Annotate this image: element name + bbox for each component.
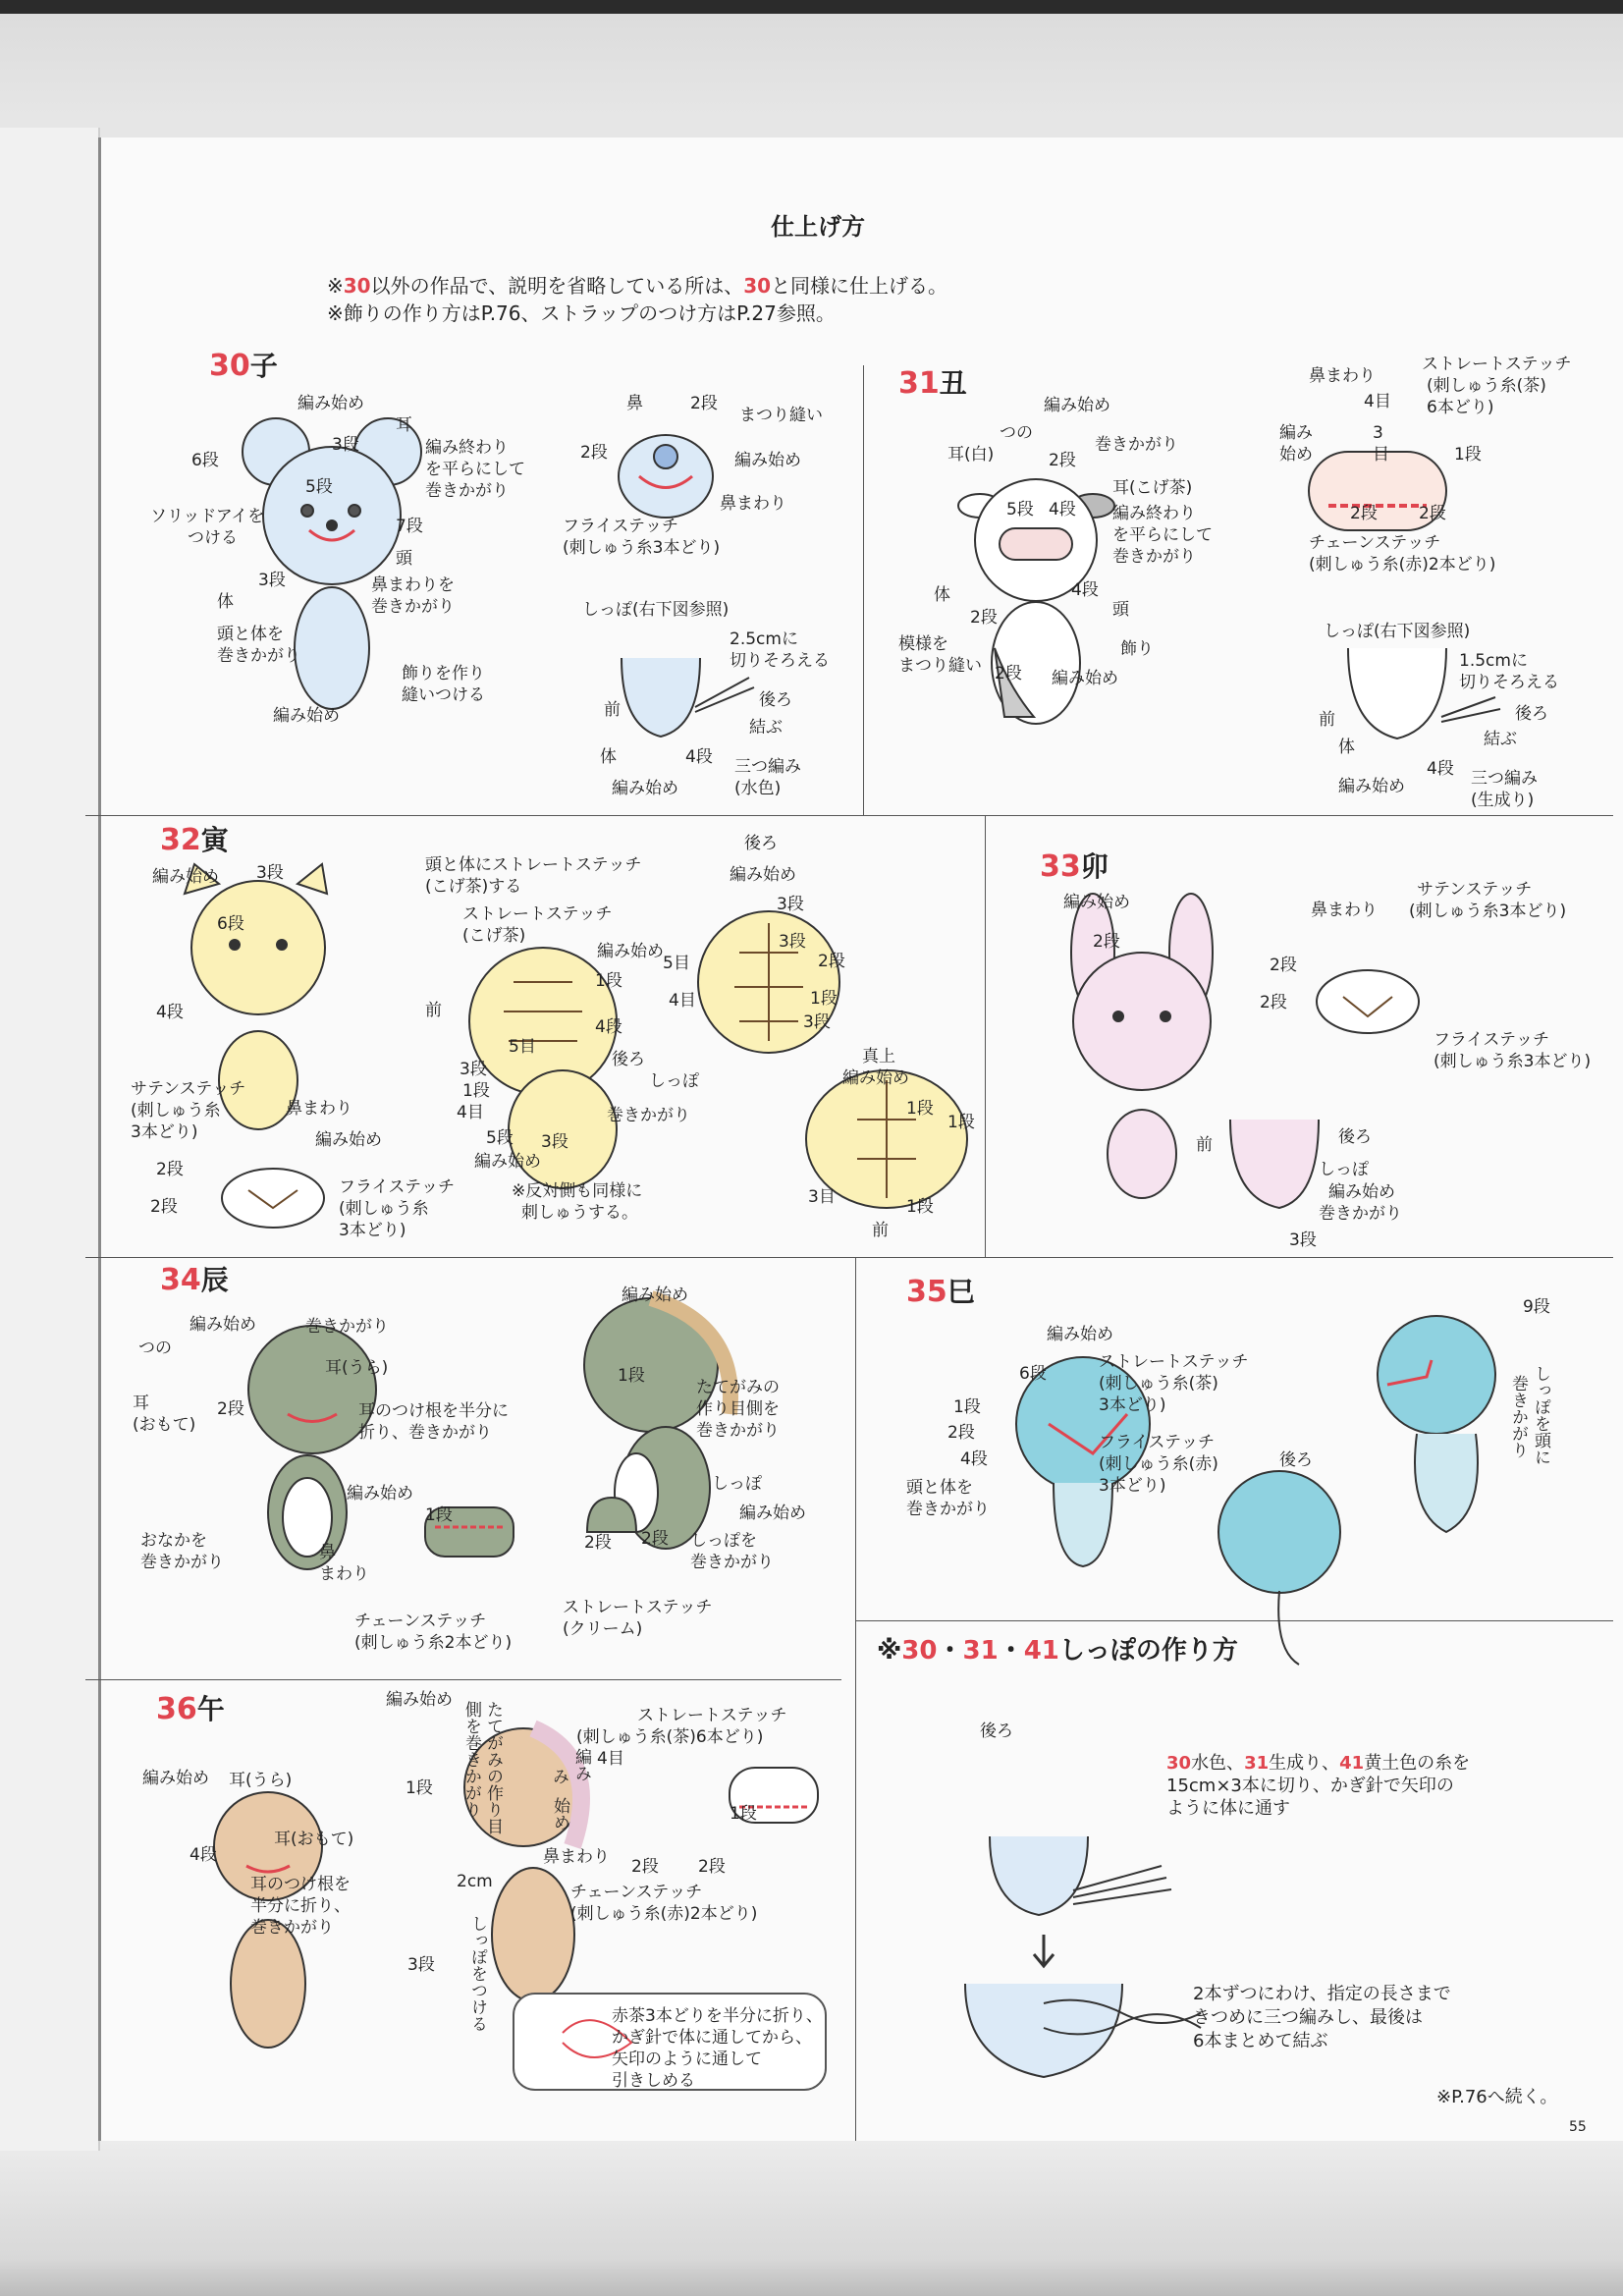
label: 側を巻きかがり (461, 1701, 481, 1818)
label: 耳(こげ茶) (1112, 478, 1193, 498)
label: 6段 (217, 914, 244, 934)
label: 6段 (1019, 1364, 1047, 1384)
label: 鼻まわり (286, 1099, 352, 1119)
label: 編み始め (1338, 777, 1405, 796)
label: 後ろ (612, 1050, 645, 1069)
label: 2段 (1350, 504, 1378, 523)
label: しっぽ(右下図参照) (1324, 622, 1471, 641)
tail-step2-text: 6本まとめて結ぶ (1193, 2031, 1328, 2051)
label: 編み始め (142, 1769, 209, 1788)
label: 5段 (1006, 500, 1034, 519)
label: 編み始め (347, 1484, 413, 1503)
label: (刺しゅう糸3本どり) (563, 538, 721, 558)
snake-coiled-figure (1378, 1316, 1495, 1532)
label: 鼻まわり (543, 1847, 610, 1867)
label: 編み始め (152, 867, 219, 887)
tail-back-label: 後ろ (980, 1722, 1013, 1741)
label: 2段 (1049, 451, 1076, 470)
label: 2cm (457, 1872, 493, 1891)
label: (クリーム) (563, 1619, 643, 1639)
zodiac-sign: 午 (196, 1693, 225, 1725)
label: (おもて) (133, 1415, 196, 1435)
label: 1段 (906, 1099, 934, 1119)
label: つける (188, 528, 238, 548)
label: 巻きかがり (305, 1317, 389, 1337)
label: 鼻まわりを (371, 575, 455, 595)
note-text: 以外の作品で、説明を省略している所は、 (370, 274, 744, 298)
label: 1.5cmに (1459, 651, 1528, 671)
tail-step2-text: きつめに三つ編みし、最後は (1193, 2007, 1423, 2028)
label: 2段 (970, 608, 998, 628)
label: 結ぶ (749, 718, 783, 738)
label: 巻きかがり (906, 1500, 990, 1519)
label: ストレートステッチ (637, 1706, 787, 1725)
label: 編み始め (273, 706, 340, 726)
label: 始め (550, 1797, 569, 1831)
label: 3段 (541, 1132, 568, 1152)
tail-step1-text (1166, 1753, 1470, 1775)
label: 4段 (189, 1845, 217, 1865)
label: 切りそろえる (730, 651, 830, 671)
label: 3段 (779, 932, 806, 952)
label: 6段 (191, 451, 219, 470)
label: 編み終わり (425, 438, 509, 458)
label: (刺しゅう糸(茶)6本どり) (576, 1727, 764, 1747)
label: 頭と体を (906, 1478, 973, 1498)
label: 2段 (584, 1533, 612, 1553)
label: 3段 (332, 435, 359, 455)
title-number: 41 (1023, 1636, 1059, 1666)
label: 半分に折り、 (250, 1896, 351, 1916)
label: 2段 (995, 664, 1022, 683)
page-title: 仕上げ方 (771, 213, 865, 241)
label: 2段 (1419, 504, 1446, 523)
label: しっぽ (712, 1474, 762, 1494)
note-mark: ※ (327, 274, 344, 298)
label: 後ろ (1338, 1127, 1372, 1147)
label: 切りそろえる (1459, 673, 1559, 692)
label: 3段 (777, 895, 804, 914)
label: 1段 (1454, 445, 1482, 465)
label: 編み始め (1044, 396, 1110, 415)
label: を平らにして (425, 460, 525, 479)
label: 2段 (1093, 932, 1120, 952)
label: 4段 (960, 1449, 988, 1469)
label: (刺しゅう糸3本どり) (1434, 1052, 1592, 1071)
label: 編み始め (842, 1068, 909, 1088)
label: 1段 (947, 1113, 975, 1132)
label: 頭 (1112, 600, 1129, 620)
label: 前 (604, 700, 621, 720)
label: つの (138, 1339, 172, 1358)
label: 巻きかがり (371, 597, 455, 617)
label: 1段 (906, 1197, 934, 1217)
label: 耳(うら) (325, 1358, 389, 1378)
label: 縫いつける (402, 685, 485, 705)
label: 5目 (663, 954, 690, 973)
step-text: 黄土色の糸を (1364, 1753, 1471, 1774)
label: 耳(うら) (229, 1771, 293, 1790)
label: 3本どり) (131, 1122, 198, 1142)
label: 1段 (595, 971, 622, 991)
label: (刺しゅう糸(茶) (1427, 376, 1546, 396)
label: 編み始め (1052, 669, 1118, 688)
label: フライステッチ (563, 517, 678, 536)
label: (刺しゅう糸(茶) (1099, 1374, 1218, 1394)
label: 5段 (486, 1128, 514, 1148)
label: 3本どり) (1099, 1395, 1166, 1415)
label: ストレートステッチ (462, 904, 613, 924)
zodiac-sign: 子 (249, 350, 278, 382)
label: 巻きかがり (217, 646, 300, 666)
label: 4目 (597, 1749, 624, 1769)
label: まつり縫い (898, 656, 982, 676)
label: 編み (1279, 423, 1313, 443)
label: (刺しゅう糸(赤) (1099, 1454, 1218, 1474)
label: 模様を (898, 634, 948, 654)
title-number: 30 (901, 1636, 938, 1666)
label: 編み始め (474, 1152, 541, 1172)
label: み (549, 1768, 568, 1784)
title-text: しっぽの作り方 (1058, 1636, 1238, 1666)
section-number: 31 (898, 366, 940, 401)
label: 編み始め (298, 394, 364, 413)
label: 前 (1196, 1135, 1213, 1155)
label: おなかを (140, 1531, 207, 1551)
label: 体 (600, 747, 617, 767)
label: 4段 (1071, 580, 1099, 600)
tail-step2-figure (965, 1984, 1201, 2077)
arrow-down-icon (1034, 1935, 1054, 1966)
label: 5目 (509, 1037, 536, 1057)
note-text: と同様に仕上げる。 (771, 274, 948, 298)
label: 編み始め (597, 942, 664, 961)
label: 前 (1319, 710, 1335, 730)
label: 6本どり) (1427, 398, 1494, 417)
label: 2段 (818, 952, 845, 971)
label: 2段 (947, 1423, 975, 1443)
label: 後ろ (1515, 704, 1548, 724)
section-number: 32 (160, 823, 201, 857)
tail-step1-text: ように体に通す (1166, 1798, 1290, 1819)
label: 耳(白) (947, 445, 995, 465)
label: 2段 (1260, 993, 1287, 1012)
label: 編み始め (730, 865, 796, 885)
label: 4段 (156, 1003, 184, 1022)
label: 作り目側を (696, 1399, 780, 1419)
label: たてがみの作り目 (483, 1701, 503, 1834)
label: しっぽをつける (467, 1915, 487, 2032)
label: チェーンステッチ (1309, 533, 1441, 553)
label: 折り、巻きかがり (358, 1423, 492, 1443)
zodiac-sign: 寅 (200, 824, 229, 856)
label: 2段 (150, 1197, 178, 1217)
label: 2段 (641, 1529, 669, 1549)
label: 編み始め (1328, 1182, 1395, 1202)
step-number: 41 (1339, 1753, 1365, 1774)
label: を平らにして (1112, 525, 1213, 545)
label: (水色) (734, 779, 782, 798)
label: 2段 (698, 1857, 726, 1877)
zodiac-sign: 辰 (200, 1264, 229, 1296)
mouse-face-detail (619, 435, 713, 518)
label: 引きしめる (612, 2071, 695, 2091)
label: つの (1000, 423, 1033, 443)
label: 編み始め (739, 1503, 806, 1523)
label: 2段 (690, 394, 718, 413)
label: (こげ茶)する (425, 877, 522, 897)
label: 編み始め (622, 1285, 688, 1305)
label: 鼻 (319, 1543, 336, 1562)
label: 巻きかがり (1508, 1375, 1528, 1458)
label: 体 (1338, 738, 1355, 757)
label: 編み始め (1047, 1325, 1113, 1344)
label: 編み始め (315, 1130, 382, 1150)
previous-page-edge (0, 128, 100, 2151)
label: 編み終わり (1112, 504, 1196, 523)
zodiac-sign: 巳 (947, 1276, 975, 1308)
label: 頭と体を (217, 625, 284, 644)
label: 始め (1279, 445, 1313, 465)
label: (刺しゅう糸2本どり) (354, 1633, 513, 1653)
tiger-mouth-detail (222, 1169, 324, 1228)
label: (刺しゅう糸3本どり) (1409, 902, 1567, 921)
label: 4段 (595, 1017, 622, 1037)
continue-note: ※P.76へ続く。 (1436, 2087, 1558, 2107)
label: フライステッチ (1099, 1433, 1215, 1452)
label: しっぽを頭に (1531, 1365, 1550, 1465)
label: 矢印のように通して (612, 2050, 762, 2069)
label: 2段 (1270, 956, 1297, 975)
label: 7段 (396, 517, 423, 536)
label: 4段 (1049, 500, 1076, 519)
label: 3本どり) (1099, 1476, 1166, 1496)
note-number: 30 (743, 274, 772, 298)
label: 2段 (631, 1857, 659, 1877)
label: 編み (571, 1748, 591, 1781)
label: 3段 (407, 1955, 435, 1975)
label: チェーンステッチ (570, 1883, 703, 1902)
label: 1段 (618, 1366, 645, 1386)
label: 3 (1373, 423, 1383, 443)
note-number: 30 (343, 274, 371, 298)
label: 巻きかがり (1319, 1204, 1402, 1224)
label: 体 (217, 592, 234, 612)
label: 1段 (730, 1804, 757, 1824)
label: (生成り) (1471, 791, 1535, 810)
label: チェーンステッチ (354, 1612, 487, 1631)
label: 編み始め (612, 779, 678, 798)
label: 3段 (258, 571, 286, 590)
label: 耳のつけ根を半分に (358, 1401, 509, 1421)
section-number: 30 (209, 349, 250, 383)
zodiac-sign: 卯 (1080, 850, 1109, 883)
label: 巻きかがり (696, 1421, 780, 1441)
page-number: 55 (1569, 2119, 1587, 2135)
label: 1段 (406, 1778, 433, 1798)
tail-step2-text: 2本ずつにわけ、指定の長さまで (1193, 1984, 1451, 2004)
page (98, 137, 1623, 2141)
label: 真上 (862, 1047, 895, 1066)
label: 目 (1373, 445, 1389, 465)
label: 2段 (156, 1160, 184, 1179)
label: 飾りを作り (402, 664, 485, 683)
label: ストレートステッチ (563, 1598, 713, 1617)
label: しっぽ(右下図参照) (582, 600, 730, 620)
label: 巻きかがり (690, 1553, 774, 1572)
label: 3段 (460, 1060, 487, 1079)
label: 編み始め (189, 1315, 256, 1335)
step-text: 生成り、 (1269, 1753, 1340, 1774)
label: 鼻 (626, 394, 643, 413)
label: 鼻まわり (1311, 901, 1378, 920)
label: 巻きかがり (425, 481, 509, 501)
label: 3段 (256, 863, 284, 883)
tail-step1-text: 15cm×3本に切り、かぎ針で矢印の (1166, 1776, 1454, 1796)
label: (刺しゅう糸 (131, 1101, 221, 1121)
label: 1段 (425, 1505, 453, 1525)
label: 後ろ (744, 834, 778, 853)
step-text: 水色、 (1191, 1753, 1245, 1774)
label: 巻きかがり (607, 1106, 690, 1125)
label: フライステッチ (339, 1177, 455, 1197)
zodiac-sign: 丑 (939, 367, 967, 400)
title-separator: ・ (998, 1636, 1024, 1666)
label: 前 (425, 1001, 442, 1020)
label: サテンステッチ (1417, 880, 1533, 900)
rabbit-tail-detail (1230, 1120, 1319, 1208)
label: 鼻まわり (1309, 366, 1376, 386)
label: サテンステッチ (131, 1079, 246, 1099)
label: 3段 (1289, 1230, 1317, 1250)
label: 巻きかがり (140, 1553, 224, 1572)
label: 3目 (808, 1187, 836, 1207)
title-number: 31 (962, 1636, 999, 1666)
tail-section-title (877, 1636, 1238, 1666)
label: 鼻まわり (720, 494, 786, 514)
label: 4段 (1427, 759, 1454, 779)
label: 体 (934, 585, 950, 605)
rabbit-mouth-detail (1317, 970, 1419, 1033)
label: 巻きかがり (250, 1918, 334, 1938)
section-number: 34 (160, 1263, 201, 1297)
label: 編み始め (734, 451, 801, 470)
label: 巻きかがり (1095, 435, 1178, 455)
label: 5段 (305, 477, 333, 497)
label: まつり縫い (739, 406, 823, 425)
label: 2段 (217, 1399, 244, 1419)
label: かぎ針で体に通してから、 (612, 2028, 812, 2048)
label: 4目 (457, 1103, 484, 1122)
title-separator: ・ (937, 1636, 963, 1666)
label: 1段 (810, 989, 838, 1009)
tail-step1-figure (990, 1836, 1171, 1915)
label: 後ろ (759, 690, 792, 710)
label: 頭 (396, 549, 412, 569)
label: 巻きかがり (1112, 547, 1196, 567)
label: しっぽ (649, 1071, 699, 1091)
label: 4段 (685, 747, 713, 767)
label: (刺しゅう糸(赤)2本どり) (570, 1904, 758, 1924)
label: フライステッチ (1434, 1030, 1549, 1050)
label: 3段 (803, 1012, 831, 1032)
label: 三つ編み (734, 757, 801, 777)
label: 結ぶ (1484, 730, 1517, 749)
label: ストレートステッチ (1422, 355, 1572, 374)
label: 前 (872, 1221, 889, 1240)
section-number: 33 (1040, 849, 1081, 884)
section-number: 35 (906, 1275, 947, 1309)
label: 耳 (133, 1394, 149, 1413)
label: しっぽを (690, 1531, 757, 1551)
label: 刺しゅうする。 (521, 1203, 638, 1223)
label: ソリッドアイを (150, 507, 265, 526)
label: 1段 (462, 1081, 490, 1101)
label: 飾り (1120, 639, 1154, 659)
label: (こげ茶) (462, 926, 526, 946)
label: しっぽ (1319, 1160, 1369, 1179)
label: たてがみの (696, 1378, 780, 1397)
label: 耳 (396, 415, 412, 435)
label: 4目 (669, 991, 696, 1011)
label: 2.5cmに (730, 629, 798, 649)
label: 4目 (1364, 392, 1391, 411)
label: (刺しゅう糸(赤)2本どり) (1309, 555, 1496, 574)
label: 赤茶3本どりを半分に折り、 (612, 2006, 823, 2026)
section-number: 36 (156, 1692, 197, 1726)
label: 耳のつけ根を (250, 1875, 351, 1894)
label: 9段 (1523, 1297, 1550, 1317)
title-mark: ※ (877, 1636, 902, 1666)
label: 編み始め (1063, 893, 1130, 912)
step-number: 30 (1166, 1753, 1192, 1774)
label: 3本どり) (339, 1221, 406, 1240)
label: 耳(おもて) (274, 1830, 354, 1849)
label: 頭と体にストレートステッチ (425, 855, 642, 875)
label: 編み始め (386, 1690, 453, 1710)
label: 後ろ (1279, 1450, 1313, 1470)
label: ストレートステッチ (1099, 1352, 1249, 1372)
header-note-2: ※飾りの作り方はP.76、ストラップのつけ方はP.27参照。 (327, 301, 836, 325)
label: ※反対側も同様に (512, 1181, 643, 1201)
label: (刺しゅう糸 (339, 1199, 429, 1219)
step-number: 31 (1244, 1753, 1270, 1774)
label: 三つ編み (1471, 769, 1538, 789)
label: まわり (319, 1564, 369, 1584)
label: 2段 (580, 443, 608, 463)
label: 1段 (953, 1397, 981, 1417)
